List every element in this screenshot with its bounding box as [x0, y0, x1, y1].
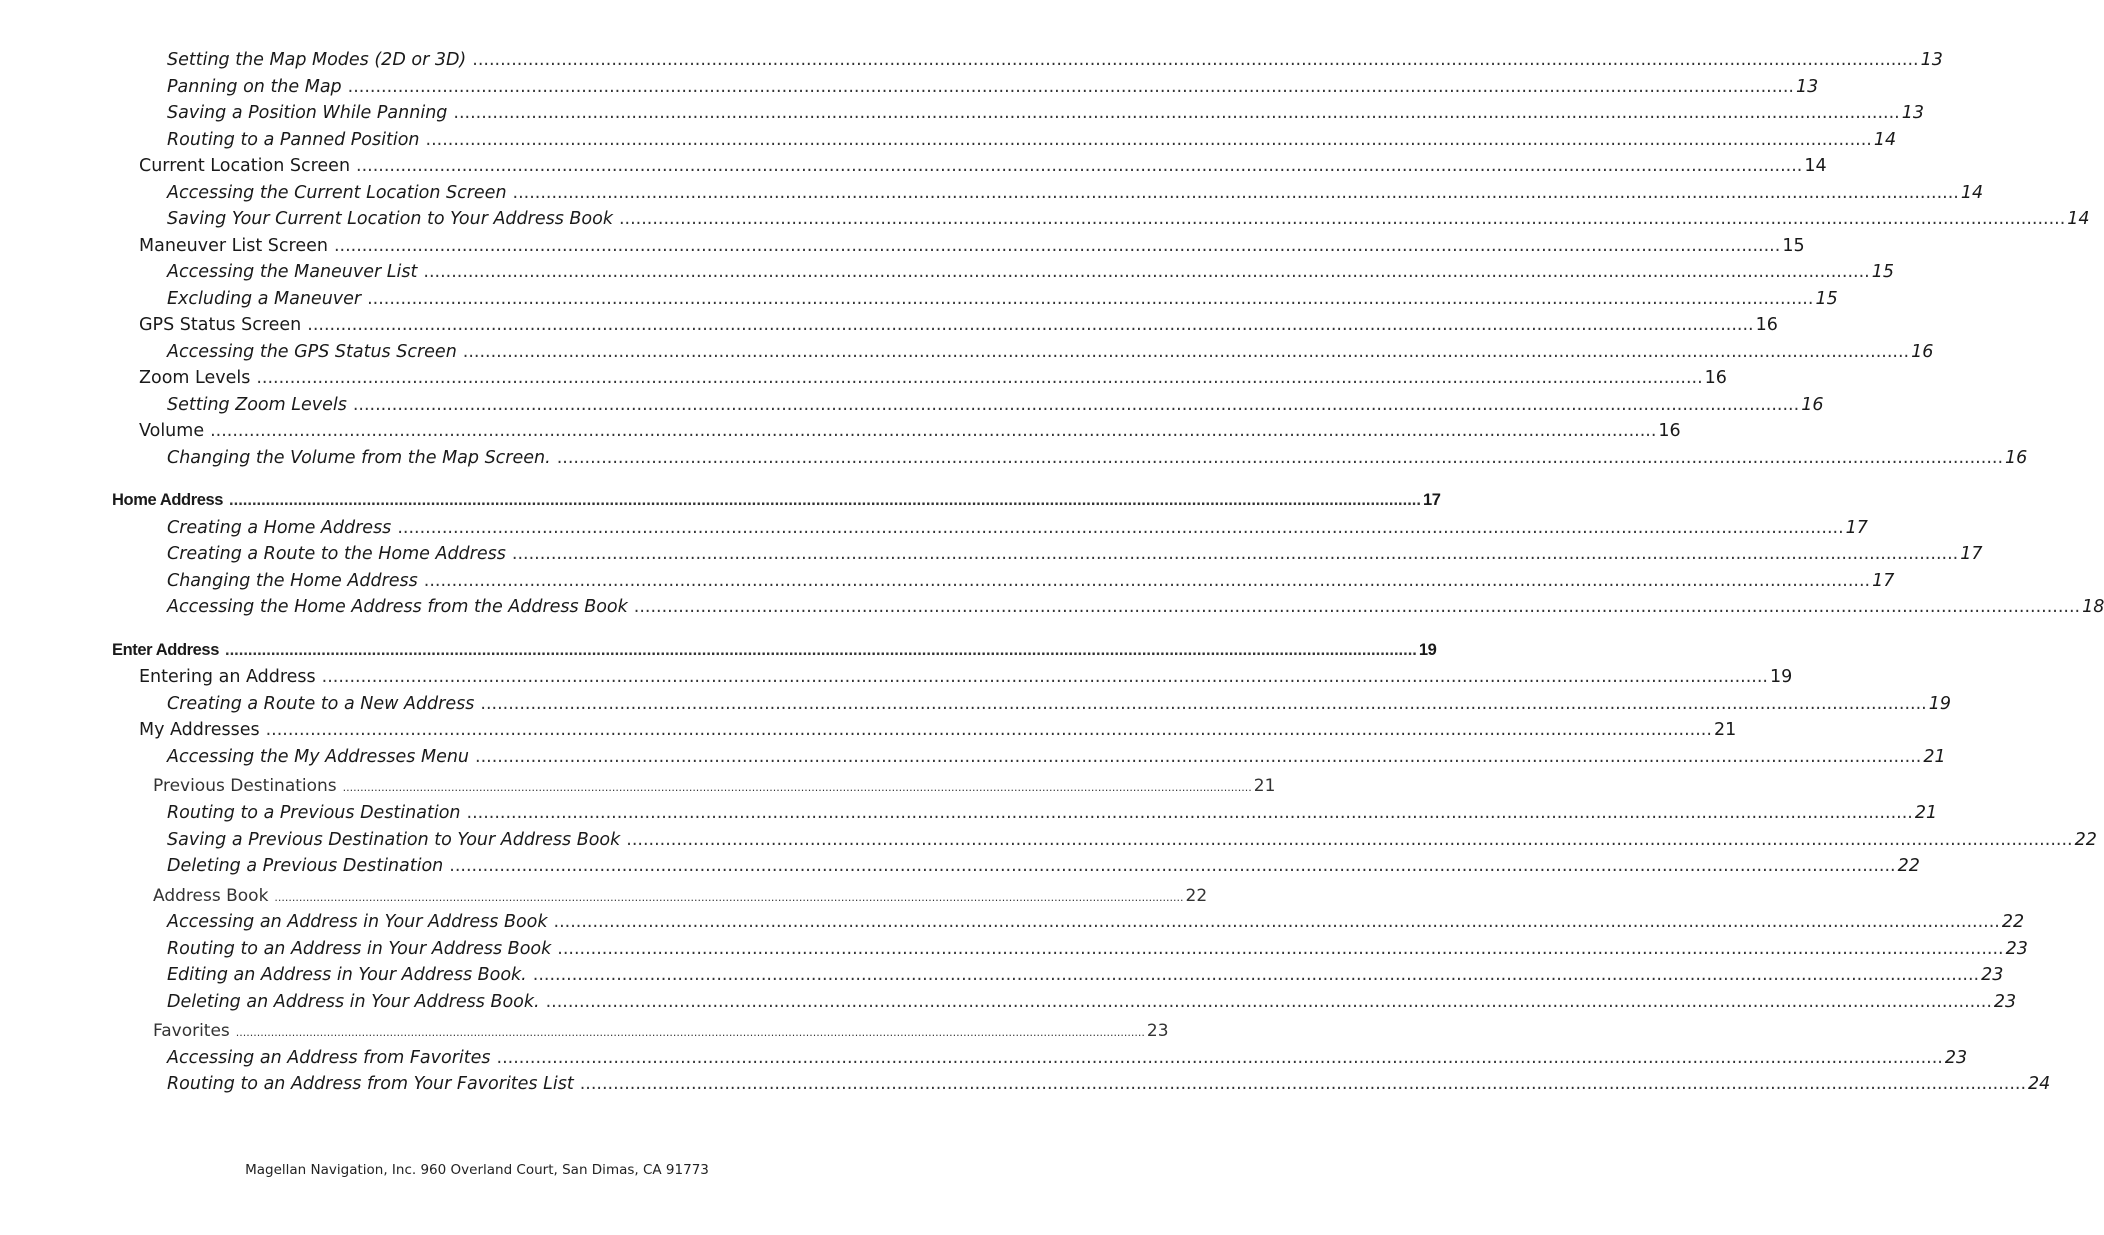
toc-entry-title: Changing the Home Address	[167, 571, 418, 591]
toc-leader-dots: ....................................................................................................................................................................................................................................................................	[449, 856, 1896, 876]
toc-entry-title: Editing an Address in Your Address Book.	[167, 965, 527, 985]
toc-entry[interactable]	[167, 694, 1951, 714]
toc-leader-dots: ....................................................................................................................................................................................................................................................................	[425, 130, 1872, 150]
toc-entry-page: 19	[1418, 641, 1437, 659]
toc-entry-page: 23	[2005, 939, 2028, 959]
toc-leader-dots: ....................................................................................................................................................................................................................................................................	[480, 694, 1927, 714]
toc-entry-page: 22	[2001, 912, 2025, 932]
toc-entry-title: Routing to an Address in Your Address Book	[167, 939, 552, 959]
toc-entry[interactable]	[112, 491, 1441, 510]
toc-leader-dots: ....................................................................................................................................................................................................................................................................	[342, 781, 1252, 794]
toc-leader-dots: ....................................................................................................................................................................................................................................................................	[472, 50, 1919, 70]
toc-entry-page: 14	[1804, 156, 1827, 176]
toc-entry-page: 16	[1801, 395, 1824, 415]
toc-entry[interactable]	[167, 262, 1894, 282]
toc-entry-title: Address Book	[153, 886, 269, 906]
toc-leader-dots: ....................................................................................................................................................................................................................................................................	[256, 368, 1703, 388]
page-footer: Magellan Navigation, Inc. 960 Overland Court, San Dimas, CA 91773	[245, 1162, 709, 1178]
toc-entry-page: 16	[1658, 421, 1681, 441]
toc-entry-title: Maneuver List Screen	[139, 236, 328, 256]
toc-entry[interactable]	[167, 395, 1824, 415]
toc-entry-page: 16	[1704, 368, 1727, 388]
toc-leader-dots: ....................................................................................................................................................................................................................................................................	[356, 156, 1803, 176]
toc-leader-dots: ....................................................................................................................................................................................................................................................................	[397, 518, 1844, 538]
toc-entry-page: 22	[1185, 886, 1208, 906]
toc-entry[interactable]	[167, 965, 2004, 985]
toc-entry-title: Saving a Previous Destination to Your Address Book	[167, 830, 621, 850]
toc-entry-title: Accessing the Current Location Screen	[167, 183, 507, 203]
toc-leader-dots: ....................................................................................................................................................................................................................................................................	[307, 315, 1754, 335]
toc-entry[interactable]	[112, 641, 1437, 660]
toc-leader-dots: ....................................................................................................................................................................................................................................................................	[545, 992, 1992, 1012]
toc-entry-title: Deleting an Address in Your Address Book.	[167, 992, 540, 1012]
toc-leader-dots: ....................................................................................................................................................................................................................................................................	[496, 1048, 1943, 1068]
toc-entry[interactable]	[139, 720, 1737, 740]
toc-entry-title: Setting the Map Modes (2D or 3D)	[167, 50, 467, 70]
toc-entry[interactable]	[167, 289, 1838, 309]
toc-entry-title: Creating a Route to a New Address	[167, 694, 475, 714]
toc-entry-page: 19	[1928, 694, 1951, 714]
toc-entry[interactable]	[167, 209, 2090, 229]
toc-entry[interactable]	[167, 448, 2028, 468]
toc-entry[interactable]	[139, 315, 1778, 335]
toc-leader-dots: ....................................................................................................................................................................................................................................................................	[512, 183, 1959, 203]
toc-entry-title: Enter Address	[112, 641, 219, 659]
toc-entry-title: Accessing the My Addresses Menu	[167, 747, 470, 767]
toc-entry-title: Accessing the GPS Status Screen	[167, 342, 457, 362]
toc-entry-page: 19	[1770, 667, 1793, 687]
toc-entry-title: Creating a Home Address	[167, 518, 392, 538]
toc-entry[interactable]	[139, 421, 1681, 441]
toc-entry-page: 24	[2028, 1074, 2051, 1094]
toc-entry-page: 16	[1755, 315, 1778, 335]
toc-entry-page: 21	[1253, 776, 1276, 796]
toc-entry[interactable]	[167, 803, 1938, 823]
toc-entry-page: 18	[2082, 597, 2104, 617]
toc-entry[interactable]	[167, 830, 2097, 850]
toc-entry-title: Routing to a Panned Position	[167, 130, 420, 150]
toc-entry-title: Setting Zoom Levels	[167, 395, 347, 415]
toc-leader-dots: ....................................................................................................................................................................................................................................................................	[462, 342, 1910, 362]
toc-leader-dots: ....................................................................................................................................................................................................................................................................	[235, 1026, 1145, 1039]
toc-entry-title: Routing to an Address from Your Favorites List	[167, 1074, 574, 1094]
toc-entry-page: 13	[1796, 77, 1819, 97]
toc-entry-page: 14	[1873, 130, 1897, 150]
toc-leader-dots: ....................................................................................................................................................................................................................................................................	[453, 103, 1900, 123]
toc-entry[interactable]	[153, 1021, 1169, 1041]
toc-leader-dots: ....................................................................................................................................................................................................................................................................	[633, 597, 2081, 617]
toc-entry-title: Favorites	[153, 1021, 230, 1041]
toc-entry-page: 14	[2067, 209, 2090, 229]
toc-entry[interactable]	[167, 856, 1920, 876]
toc-entry[interactable]	[167, 939, 2028, 959]
toc-entry[interactable]	[167, 130, 1897, 150]
toc-entry[interactable]	[167, 342, 1934, 362]
toc-leader-dots: ....................................................................................................................................................................................................................................................................	[579, 1074, 2027, 1094]
toc-leader-dots: ....................................................................................................................................................................................................................................................................	[367, 289, 1814, 309]
toc-entry-page: 13	[1920, 50, 1943, 70]
toc-leader-dots: ....................................................................................................................................................................................................................................................................	[210, 421, 1657, 441]
toc-entry-page: 21	[1713, 720, 1737, 740]
toc-entry-page: 23	[1146, 1021, 1169, 1041]
toc-entry[interactable]	[139, 368, 1727, 388]
toc-entry-title: Changing the Volume from the Map Screen.	[167, 448, 551, 468]
toc-leader-dots: ....................................................................................................................................................................................................................................................................	[553, 912, 2000, 932]
toc-entry-page: 23	[1993, 992, 2017, 1012]
toc-entry[interactable]	[153, 886, 1208, 906]
toc-entry-title: Accessing the Maneuver List	[167, 262, 418, 282]
toc-entry[interactable]	[153, 776, 1276, 796]
toc-entry[interactable]	[167, 103, 1925, 123]
toc-entry-title: My Addresses	[139, 720, 260, 740]
toc-entry[interactable]	[139, 156, 1827, 176]
toc-entry-page: 21	[1914, 803, 1938, 823]
toc-entry-page: 22	[2074, 830, 2097, 850]
toc-leader-dots: ....................................................................................................................................................................................................................................................................	[347, 77, 1794, 97]
toc-entry[interactable]	[167, 77, 1819, 97]
toc-entry-page: 16	[2005, 448, 2028, 468]
toc-entry-title: Entering an Address	[139, 667, 316, 687]
toc-entry-page: 16	[1911, 342, 1934, 362]
toc-entry[interactable]	[167, 571, 1895, 591]
toc-leader-dots: ....................................................................................................................................................................................................................................................................	[265, 720, 1712, 740]
toc-entry[interactable]	[167, 992, 2017, 1012]
toc-entry[interactable]	[167, 747, 1946, 767]
toc-leader-dots: ....................................................................................................................................................................................................................................................................	[274, 891, 1184, 904]
toc-entry-page: 17	[1872, 571, 1895, 591]
toc-entry[interactable]	[167, 912, 2025, 932]
toc-leader-dots: ....................................................................................................................................................................................................................................................................	[532, 965, 1980, 985]
toc-leader-dots: ....................................................................................................................................................................................................................................................................	[466, 803, 1913, 823]
toc-entry[interactable]	[167, 544, 1983, 564]
toc-leader-dots: ....................................................................................................................................................................................................................................................................	[229, 491, 1421, 509]
toc-leader-dots: ....................................................................................................................................................................................................................................................................	[423, 262, 1870, 282]
toc-entry-page: 23	[1944, 1048, 1968, 1068]
toc-leader-dots: ....................................................................................................................................................................................................................................................................	[511, 544, 1959, 564]
toc-entry[interactable]	[167, 518, 1868, 538]
toc-leader-dots: ....................................................................................................................................................................................................................................................................	[618, 209, 2066, 229]
toc-entry-title: Volume	[139, 421, 205, 441]
toc-entry[interactable]	[139, 667, 1793, 687]
toc-entry-title: Deleting a Previous Destination	[167, 856, 444, 876]
toc-entry-page: 17	[1422, 491, 1441, 509]
toc-entry-title: Accessing an Address in Your Address Book	[167, 912, 548, 932]
toc-leader-dots: ....................................................................................................................................................................................................................................................................	[556, 448, 2004, 468]
toc-entry-page: 17	[1960, 544, 1983, 564]
toc-leader-dots: ....................................................................................................................................................................................................................................................................	[475, 747, 1922, 767]
toc-entry-title: Saving a Position While Panning	[167, 103, 448, 123]
toc-entry[interactable]	[167, 1048, 1968, 1068]
toc-entry-title: Current Location Screen	[139, 156, 351, 176]
toc-leader-dots: ....................................................................................................................................................................................................................................................................	[224, 641, 1417, 659]
toc-entry-title: Zoom Levels	[139, 368, 251, 388]
toc-entry-title: Accessing the Home Address from the Address Book	[167, 597, 628, 617]
toc-entry-page: 22	[1897, 856, 1920, 876]
toc-entry[interactable]	[167, 597, 2104, 617]
toc-entry-title: GPS Status Screen	[139, 315, 302, 335]
toc-entry-page: 13	[1901, 103, 1925, 123]
toc-entry-title: Routing to a Previous Destination	[167, 803, 461, 823]
toc-entry[interactable]	[167, 183, 1984, 203]
toc-leader-dots: ....................................................................................................................................................................................................................................................................	[557, 939, 2004, 959]
toc-entry[interactable]	[139, 236, 1805, 256]
toc-entry[interactable]	[167, 1074, 2051, 1094]
toc-entry-page: 15	[1871, 262, 1894, 282]
toc-entry-title: Accessing an Address from Favorites	[167, 1048, 491, 1068]
toc-entry-title: Panning on the Map	[167, 77, 342, 97]
toc-entry-title: Creating a Route to the Home Address	[167, 544, 506, 564]
toc-entry-page: 14	[1960, 183, 1984, 203]
toc-leader-dots: ....................................................................................................................................................................................................................................................................	[423, 571, 1871, 591]
toc-entry-page: 21	[1923, 747, 1946, 767]
toc-entry-page: 15	[1815, 289, 1838, 309]
toc-entry-page: 23	[1981, 965, 2004, 985]
toc-entry-page: 17	[1845, 518, 1868, 538]
toc-leader-dots: ....................................................................................................................................................................................................................................................................	[352, 395, 1800, 415]
toc-entry-title: Excluding a Maneuver	[167, 289, 362, 309]
toc-entry[interactable]	[167, 50, 1943, 70]
toc-entry-title: Home Address	[112, 491, 224, 509]
toc-entry-title: Saving Your Current Location to Your Address Book	[167, 209, 613, 229]
toc-leader-dots: ....................................................................................................................................................................................................................................................................	[626, 830, 2073, 850]
toc-entry-title: Previous Destinations	[153, 776, 337, 796]
toc-leader-dots: ....................................................................................................................................................................................................................................................................	[333, 236, 1781, 256]
toc-entry-page: 15	[1782, 236, 1805, 256]
toc-leader-dots: ....................................................................................................................................................................................................................................................................	[321, 667, 1768, 687]
